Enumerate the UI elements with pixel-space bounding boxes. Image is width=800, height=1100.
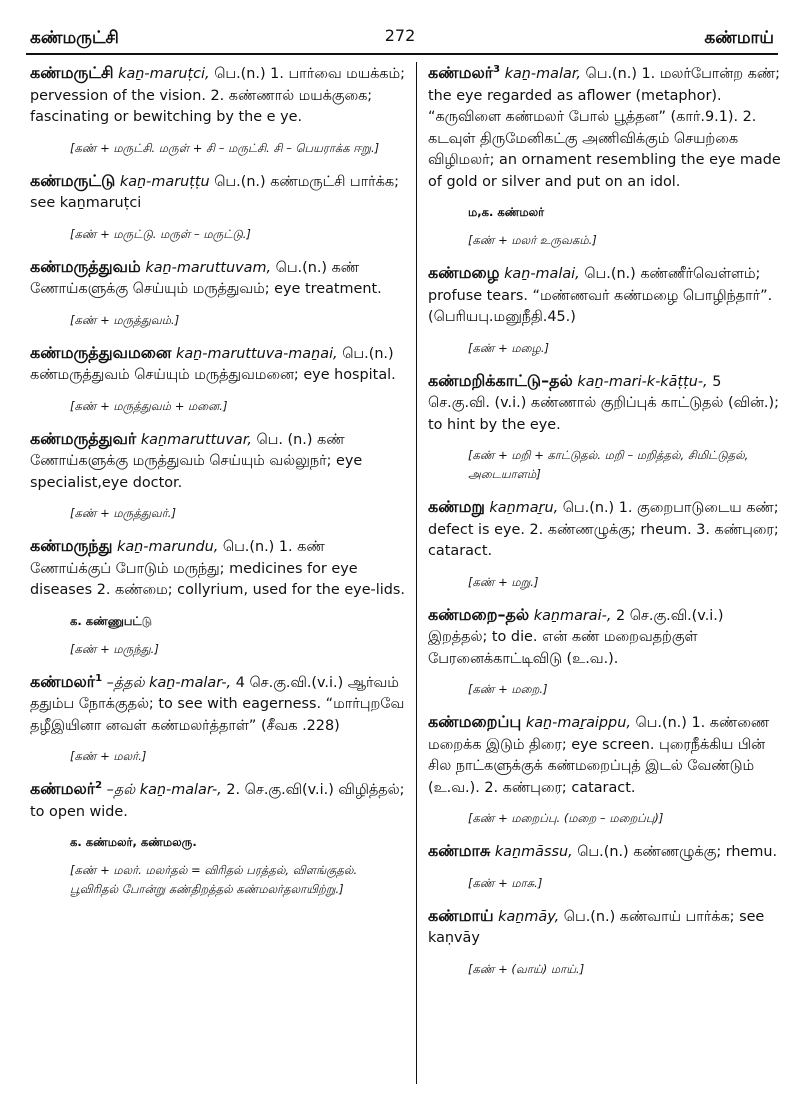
- header-first-word: கண்மருட்சி: [30, 28, 119, 48]
- dictionary-entry: [428, 262, 784, 358]
- definition: பெ.(n.) கண் ணோய்களுக்கு செய்யும் மருத்துவம்; eye treatment.: [30, 259, 382, 297]
- etymology: [கண் + மலர். மலர்தல் = விரிதல் பரத்தல், விளங்குதல். பூவிரிதல் போன்று கண்திறத்தல் கண்மலர்தலாயிற்று.]: [70, 863, 358, 896]
- etymology: [கண் + மறைப்பு. (மறை – மறைப்பு)]: [468, 811, 664, 825]
- etymology: [கண் + மருத்துவர்.]: [70, 506, 176, 520]
- entry-text: [428, 62, 784, 193]
- transliteration: kaṉ-mari-k-kāṭṭu-,: [577, 373, 708, 390]
- entry-text: [428, 496, 784, 563]
- entry-text: [30, 256, 408, 301]
- transliteration: –த்தல் kaṉ-malar-,: [106, 674, 232, 691]
- transliteration: kaṉmaṟu,: [489, 500, 559, 516]
- homonym-number: 1: [95, 672, 103, 684]
- dictionary-entry: [30, 256, 408, 330]
- homonym-number: 2: [95, 780, 103, 792]
- dictionary-entry: [428, 711, 784, 828]
- headword: கண்மறு: [428, 497, 485, 516]
- entry-text: [428, 262, 784, 329]
- headword: கண்மருட்டு: [30, 170, 116, 190]
- column-divider: [416, 62, 417, 1084]
- definition: 2. செ.கு.வி(v.i.) விழித்தல்; to open wide.: [30, 782, 405, 820]
- etymology: [கண் + மருட்டு. மருள் – மருட்டு.]: [70, 226, 251, 241]
- definition: பெ.(n.) கண்மருட்சி பார்க்க; see kaṉmaruṭci: [30, 173, 399, 211]
- headword: கண்மருத்துவமனை: [30, 342, 172, 362]
- etymology: [கண் + மருத்துவம் + மனை.]: [70, 398, 228, 413]
- dictionary-entry: [428, 496, 784, 592]
- cognates: ம,க. கண்மலர்: [468, 205, 545, 219]
- transliteration: kaṉ-maruṭci,: [118, 66, 210, 82]
- dictionary-entry: [30, 535, 408, 659]
- dictionary-entry: [30, 671, 408, 767]
- transliteration: kaṉ-maruttuvam,: [145, 259, 272, 276]
- headword: கண்மலர்: [30, 779, 96, 798]
- entry-text: [30, 778, 408, 823]
- etymology: [கண் + மறை.]: [468, 682, 548, 696]
- etymology: [கண் + மருந்து.]: [70, 641, 159, 656]
- entry-text: [428, 370, 784, 437]
- etymology: [கண் + மலர்.]: [70, 749, 147, 763]
- etymology: [கண் + மழை.]: [468, 340, 549, 355]
- transliteration: kaṉ-malai,: [504, 266, 580, 282]
- definition: பெ.(n.) 1. குறைபாடுடைய கண்; defect is eye. 2. கண்ணழுக்கு; rheum. 3. கண்புரை; cataract.: [428, 500, 779, 559]
- definition: 2 செ.கு.வி.(v.i.) இறத்தல்; to die. என் கண் மறைவதற்குள் பேரனைக்காட்டிவிடு (உ.வ.).: [428, 607, 724, 667]
- dictionary-entry: [30, 342, 408, 416]
- homonym-number: 3: [493, 64, 501, 76]
- dictionary-entry: [428, 62, 784, 250]
- definition: பெ.(n.) 1. பார்வை மயக்கம்; pervession of the vision. 2. கண்ணால் மயக்குகை; fascinating or bewitching by the e ye.: [30, 66, 405, 125]
- dictionary-entry: [30, 778, 408, 899]
- cognates: க. கண்மலர், கண்மலரு.: [70, 835, 197, 849]
- entry-text: [428, 604, 784, 671]
- definition: பெ.(n.) 1. கண் ணோய்க்குப் போடும் மருந்து; medicines for eye diseases 2. கண்மை; collyrium, used for the eye-lids.: [30, 539, 405, 598]
- transliteration: kaṉmāy,: [498, 908, 560, 925]
- definition: பெ.(n.) 1. மலர்போன்ற கண்; the eye regarded as aflower (metaphor). “கருவிளை கண்மலர் போல் பூத்தன” (கார்.9.1). 2. கடவுள் திருமேனிகட்கு அணிவிக்கும் செயற்கை விழிமலர்; an ornament resembling the eye made of gold or silver and put on an idol.: [428, 66, 781, 190]
- transliteration: kaṉmarai-,: [533, 607, 612, 624]
- headword: கண்மலர்: [428, 63, 494, 82]
- transliteration: kaṉ-maruttuva-maṉai,: [176, 345, 338, 362]
- dictionary-entry: [428, 604, 784, 700]
- transliteration: kaṉ-maṟaippu,: [525, 715, 631, 731]
- headword: கண்மருட்சி: [30, 63, 114, 82]
- header-rule: [26, 53, 778, 55]
- definition: பெ.(n.) கண்ணழுக்கு; rhemu.: [577, 844, 778, 860]
- entry-text: [30, 62, 408, 129]
- headword: கண்மருந்து: [30, 536, 113, 555]
- entry-text: [30, 671, 408, 738]
- transliteration: kaṉmaruttuvar,: [140, 431, 252, 448]
- headword: கண்மாசு: [428, 841, 491, 860]
- entry-text: [428, 905, 784, 950]
- headword: கண்மழை: [428, 263, 500, 282]
- dictionary-entry: [428, 840, 784, 893]
- headword: கண்மலர்: [30, 671, 96, 691]
- etymology: [கண் + மருட்சி. மருள் + சி – மருட்சி. சி – பெயராக்க ஈறு.]: [70, 140, 380, 155]
- definition: 5 செ.கு.வி. (v.i.) கண்ணால் குறிப்புக் காட்டுதல் (வின்.); to hint by the eye.: [428, 373, 779, 433]
- transliteration: kaṉmāssu,: [494, 844, 573, 860]
- dictionary-entry: [428, 905, 784, 979]
- headword: கண்மறைப்பு: [428, 712, 522, 731]
- entry-text: [428, 711, 784, 799]
- etymology: [கண் + மலர் உருவகம்.]: [468, 233, 597, 247]
- definition: பெ.(n.) கண்ணீர்வெள்ளம்; profuse tears. “மண்ணவர் கண்மழை பொழிந்தார்”. (பெரியபு.மனுநீதி.45.): [428, 266, 773, 325]
- headword: கண்மருத்துவம்: [30, 256, 141, 276]
- etymology: [கண் + மருத்துவம்.]: [70, 312, 180, 327]
- transliteration: –தல் kaṉ-malar-,: [106, 782, 222, 798]
- entry-text: [30, 170, 408, 215]
- headword: கண்மருத்துவர்: [30, 428, 137, 448]
- transliteration: kaṉ-marundu,: [117, 539, 219, 555]
- dictionary-entry: [30, 428, 408, 524]
- etymology: [கண் + (வாய்) மாய்.]: [468, 961, 585, 976]
- definition: 4 செ.கு.வி.(v.i.) ஆர்வம் ததும்ப நோக்குதல்; to see with eagerness. “மார்புறவே தழீஇயினா னவள் கண்மலர்த்தாள்” (சீவக .228): [30, 674, 405, 734]
- definition: பெ.(n.) கண்மருத்துவம் செய்யும் மருத்துவமனை; eye hospital.: [30, 345, 396, 383]
- etymology: [கண் + மறு.]: [468, 574, 539, 589]
- definition: பெ.(n.) 1. கண்ணை மறைக்க இடும் திரை; eye screen. புரைநீக்கிய பின் சில நாட்களுக்குக் கண்மறைப்புத் இடல் வேண்டும் (உ.வ.). 2. கண்புரை; cataract.: [428, 715, 770, 796]
- definition: பெ.(n.) கண்வாய் பார்க்க; see kaṇvāy: [428, 908, 765, 946]
- headword: கண்மறை–தல்: [428, 604, 530, 624]
- header-last-word: கண்மாய்: [704, 28, 774, 48]
- definition: பெ. (n.) கண் ணோய்களுக்கு மருத்துவம் செய்யும் வல்லுநர்; eye specialist,eye doctor.: [30, 431, 363, 491]
- page-number: 272: [384, 26, 416, 45]
- transliteration: kaṉ-malar,: [504, 66, 581, 82]
- entry-text: [30, 342, 408, 387]
- entry-text: [428, 840, 784, 864]
- etymology: [கண் + மறி + காட்டுதல். மறி – மறித்தல், சிமிட்டுதல், அடையாளம்]: [468, 448, 749, 481]
- headword: கண்மறிக்காட்டு–தல்: [428, 370, 573, 390]
- dictionary-entry: [428, 370, 784, 485]
- etymology: [கண் + மாசு.]: [468, 875, 543, 890]
- headword: கண்மாய்: [428, 905, 494, 925]
- transliteration: kaṉ-maruṭṭu: [119, 173, 210, 190]
- entry-text: [30, 535, 408, 602]
- left-column: [30, 62, 408, 911]
- dictionary-entry: [30, 170, 408, 244]
- page-header: [0, 0, 800, 52]
- dictionary-entry: [30, 62, 408, 158]
- cognates: க. கண்ணுபட்டு: [70, 613, 152, 628]
- right-column: [428, 62, 784, 991]
- entry-text: [30, 428, 408, 495]
